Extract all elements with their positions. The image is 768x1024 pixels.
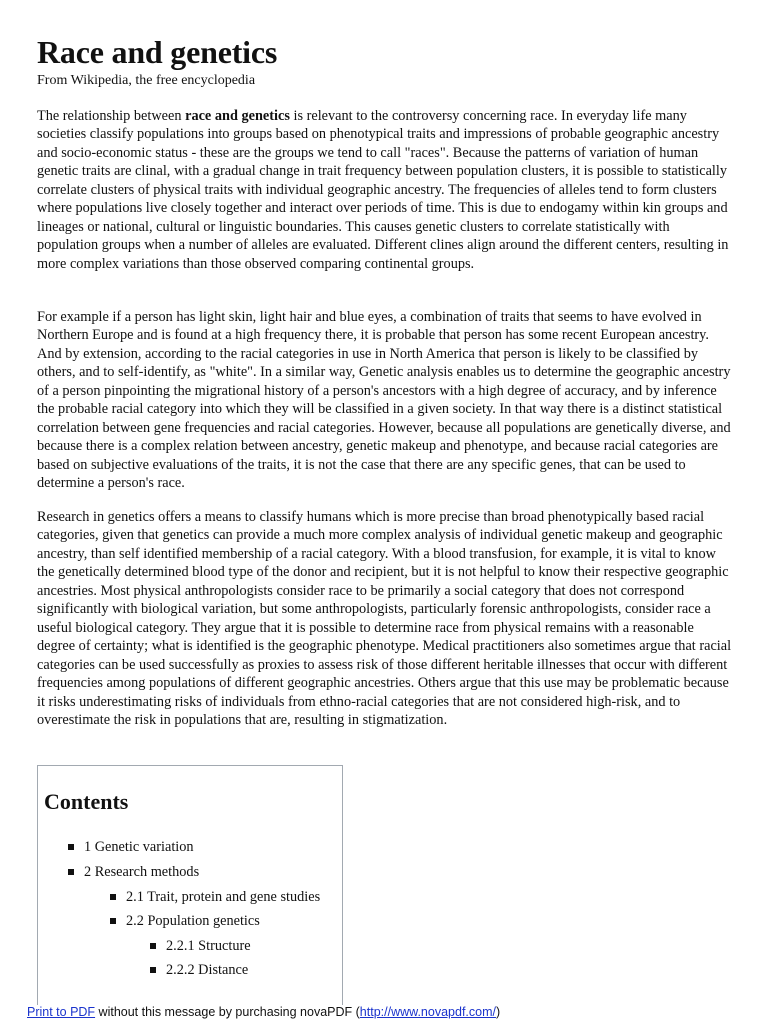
- toc-item-label: 2.2.1 Structure: [166, 938, 251, 954]
- toc-item-label: 2.1 Trait, protein and gene studies: [126, 889, 321, 905]
- paragraph-intro-bold: race and genetics: [185, 108, 290, 124]
- toc-item-label: 2.2 Population genetics: [126, 913, 260, 929]
- toc-item-label: 2.2.2 Distance: [166, 962, 249, 978]
- novapdf-link[interactable]: http://www.novapdf.com/: [359, 1005, 496, 1019]
- paragraph-example: For example if a person has light skin, light hair and blue eyes, a combination of traits that seems to have evolved in Northern Europe and is found at a high frequency there, it is probable that person has some recent European ancestry. And by extension, according to the racial categories in use in North America that person is likely to be classified by others, and to self-identify, as "white". In a similar way, Genetic analysis enables us to determine the geographic ancestry of a person pinpointing the migrational history of a person's ancestors with a high degree of accuracy, and by inference the probable racial category into which they will be classified in a given society. In that way there is a distinct statistical correlation between gene frequencies and racial categories. However, because all populations are genetically diverse, and because there is a complex relation between ancestry, genetic makeup and phenotype, and because racial categories are based on subjective evaluations of the traits, it is not the case that there are any specific genes, that can be used to determine a person's race.: [37, 309, 731, 492]
- bullet-icon: [110, 894, 116, 900]
- toc-item[interactable]: [68, 863, 199, 881]
- bullet-icon: [150, 943, 156, 949]
- table-of-contents: [37, 765, 343, 1005]
- toc-item[interactable]: [150, 937, 251, 955]
- toc-item[interactable]: [150, 961, 248, 979]
- paragraph-intro-rest: is relevant to the controversy concerning race. In everyday life many societies classify populations into groups based on phenotypical traits and impressions of probable geographic ancestry and socio-economic status - these are the groups we tend to call "races". Because the patterns of variation of human genetic traits are clinal, with a gradual change in trait frequency between population clusters, it is possible to statistically correlate clusters of physical traits with individual geographic ancestry. The frequencies of alleles tend to form clusters where populations live closely together and interact over periods of time. This is due to endogamy within kin groups and lineages or national, cultural or linguistic boundaries. This causes genetic clusters to correlate statistically with population groups when a number of alleles are evaluated. Different clines align around the different centers, resulting in more complex variations than those observed comparing continental groups.: [37, 108, 729, 272]
- toc-item-label: 1 Genetic variation: [84, 839, 194, 855]
- toc-title: Contents: [44, 789, 129, 814]
- page-subtitle: From Wikipedia, the free encyclopedia: [37, 73, 256, 88]
- paragraph-research: Research in genetics offers a means to classify humans which is more precise than broad phenotypically based racial categories, given that genetics can provide a much more complex analysis of individual genetic makeup and geographic ancestry, than self identified membership of a racial category. With a blood transfusion, for example, it is vital to know the genetically determined blood type of the donor and recipient, but it is not helpful to know their respective geographic ancestries. Most physical anthropologists consider race to be primarily a social category that does not correspond significantly with biological variation, but some anthropologists, particularly forensic anthropologists, consider race a useful biological category. They argue that it is possible to determine race from physical remains with a reasonable degree of certainty; what is identified is the geographic phenotype. Medical practitioners also sometimes argue that racial categories can be used successfully as proxies to assess risk of those different heritable illnesses that occur with different frequencies among populations of different geographic ancestries. Others argue that this use may be problematic because it risks underestimating risks of individuals from ethno-racial categories that are not considered high-risk, and to overestimate the risk in populations that are, resulting in stigmatization.: [37, 509, 732, 728]
- bullet-icon: [150, 967, 156, 973]
- page-title: Race and genetics: [37, 34, 278, 70]
- toc-item[interactable]: [110, 888, 320, 906]
- bullet-icon: [110, 918, 116, 924]
- toc-item-label: 2 Research methods: [84, 864, 200, 880]
- bullet-icon: [68, 869, 74, 875]
- toc-item[interactable]: [68, 838, 194, 856]
- paragraph-intro-lead: The relationship between: [37, 108, 186, 124]
- paragraph-intro: [37, 107, 733, 273]
- footer-close: ): [495, 1005, 501, 1019]
- print-to-pdf-link[interactable]: Print to PDF: [27, 1005, 96, 1019]
- toc-item[interactable]: [110, 912, 260, 930]
- print-footer: [27, 1004, 500, 1020]
- footer-text: without this message by purchasing novaPDF (: [95, 1005, 360, 1019]
- bullet-icon: [68, 844, 74, 850]
